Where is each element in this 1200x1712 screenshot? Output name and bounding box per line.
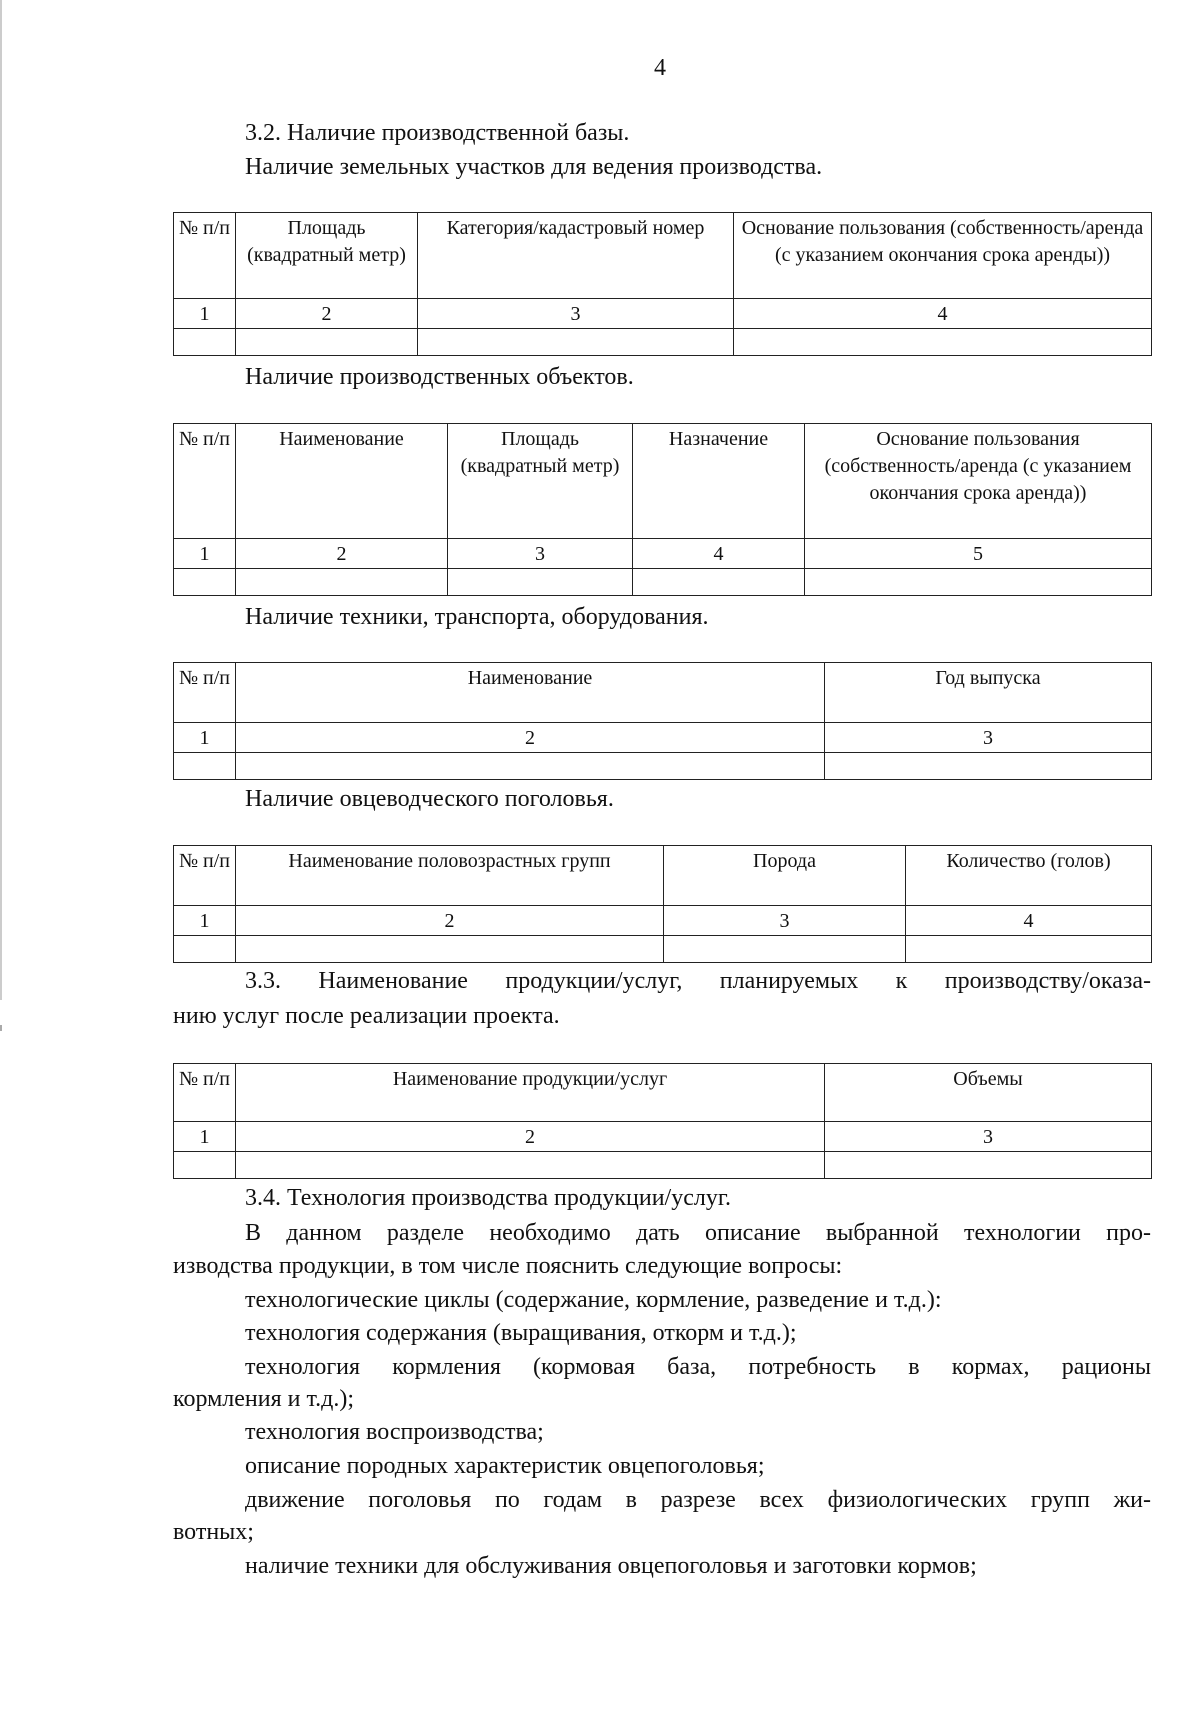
livestock-heading: Наличие овцеводческого поголовья. (245, 786, 614, 812)
list-item: наличие техники для обслуживания овцепоголовья и заготовки кормов; (245, 1553, 977, 1579)
empty-cell (664, 936, 906, 963)
empty-cell (906, 936, 1152, 963)
header-cell: № п/п (174, 1064, 236, 1122)
number-cell: 2 (236, 539, 448, 569)
list-item-line-1: технология кормления (кормовая база, потребность в кормах, рационы (245, 1354, 1151, 1380)
number-cell: 2 (236, 299, 418, 329)
header-cell: Категория/кадастровый номер (418, 213, 734, 299)
number-cell: 2 (236, 723, 825, 753)
land-heading: Наличие земельных участков для ведения производства. (245, 154, 823, 180)
empty-cell (174, 1152, 236, 1179)
objects-table (173, 423, 1152, 596)
empty-cell (174, 936, 236, 963)
number-cell: 3 (418, 299, 734, 329)
scan-edge (0, 0, 2, 1000)
section-3-3-line-2: нию услуг после реализации проекта. (173, 1003, 560, 1029)
number-cell: 4 (906, 906, 1152, 936)
number-cell: 1 (174, 723, 236, 753)
number-cell: 4 (734, 299, 1152, 329)
header-cell: Количество (голов) (906, 846, 1152, 906)
livestock-table (173, 845, 1152, 963)
number-cell: 1 (174, 539, 236, 569)
number-cell: 4 (633, 539, 805, 569)
section-3-4-heading: 3.4. Технология производства продукции/услуг. (245, 1185, 731, 1211)
header-cell: Наименование продукции/услуг (236, 1064, 825, 1122)
number-cell: 2 (236, 906, 664, 936)
header-cell: № п/п (174, 424, 236, 539)
empty-cell (174, 569, 236, 596)
empty-cell (236, 329, 418, 356)
number-cell: 3 (448, 539, 633, 569)
empty-cell (236, 569, 448, 596)
section-3-2-heading: 3.2. Наличие производственной базы. (245, 120, 630, 146)
list-item-line-2: вотных; (173, 1519, 254, 1545)
number-cell: 2 (236, 1122, 825, 1152)
header-cell: Основание пользования (собственность/аренда (с указанием окончания срока аренды)) (734, 213, 1152, 299)
empty-cell (633, 569, 805, 596)
list-item-line-1: движение поголовья по годам в разрезе всех физиологических групп жи- (245, 1487, 1151, 1513)
header-cell: Наименование (236, 663, 825, 723)
list-item: технологические циклы (содержание, кормление, разведение и т.д.): (245, 1287, 942, 1313)
products-table (173, 1063, 1152, 1179)
number-cell: 1 (174, 299, 236, 329)
empty-cell (805, 569, 1152, 596)
page-number: 4 (654, 55, 666, 81)
header-cell: Основание пользования (собственность/аренда (с указанием окончания срока аренда)) (805, 424, 1152, 539)
empty-cell (825, 1152, 1152, 1179)
paragraph-line-1: В данном разделе необходимо дать описание выбранной технологии про- (245, 1220, 1151, 1246)
equipment-heading: Наличие техники, транспорта, оборудования. (245, 604, 709, 630)
header-cell: Год выпуска (825, 663, 1152, 723)
list-item: технология содержания (выращивания, откорм и т.д.); (245, 1320, 797, 1346)
header-cell: № п/п (174, 846, 236, 906)
equipment-table (173, 662, 1152, 780)
number-cell: 3 (664, 906, 906, 936)
header-cell: Наименование половозрастных групп (236, 846, 664, 906)
section-3-3-line-1: 3.3. Наименование продукции/услуг, планируемых к производству/оказа- (245, 968, 1151, 994)
list-item: описание породных характеристик овцепоголовья; (245, 1453, 765, 1479)
number-cell: 3 (825, 1122, 1152, 1152)
empty-cell (174, 329, 236, 356)
header-cell: Порода (664, 846, 906, 906)
objects-heading: Наличие производственных объектов. (245, 364, 634, 390)
header-cell: Площадь (квадратный метр) (236, 213, 418, 299)
empty-cell (448, 569, 633, 596)
land-table (173, 212, 1152, 356)
empty-cell (236, 936, 664, 963)
list-item: технология воспроизводства; (245, 1419, 544, 1445)
header-cell: Объемы (825, 1064, 1152, 1122)
scan-edge-mark (0, 1025, 2, 1031)
header-cell: Площадь (квадратный метр) (448, 424, 633, 539)
number-cell: 3 (825, 723, 1152, 753)
number-cell: 5 (805, 539, 1152, 569)
empty-cell (734, 329, 1152, 356)
header-cell: Наименование (236, 424, 448, 539)
empty-cell (236, 753, 825, 780)
header-cell: № п/п (174, 663, 236, 723)
number-cell: 1 (174, 1122, 236, 1152)
empty-cell (825, 753, 1152, 780)
paragraph-line-2: изводства продукции, в том числе пояснить следующие вопросы: (173, 1253, 843, 1279)
header-cell: Назначение (633, 424, 805, 539)
number-cell: 1 (174, 906, 236, 936)
empty-cell (174, 753, 236, 780)
header-cell: № п/п (174, 213, 236, 299)
empty-cell (236, 1152, 825, 1179)
empty-cell (418, 329, 734, 356)
list-item-line-2: кормления и т.д.); (173, 1386, 355, 1412)
